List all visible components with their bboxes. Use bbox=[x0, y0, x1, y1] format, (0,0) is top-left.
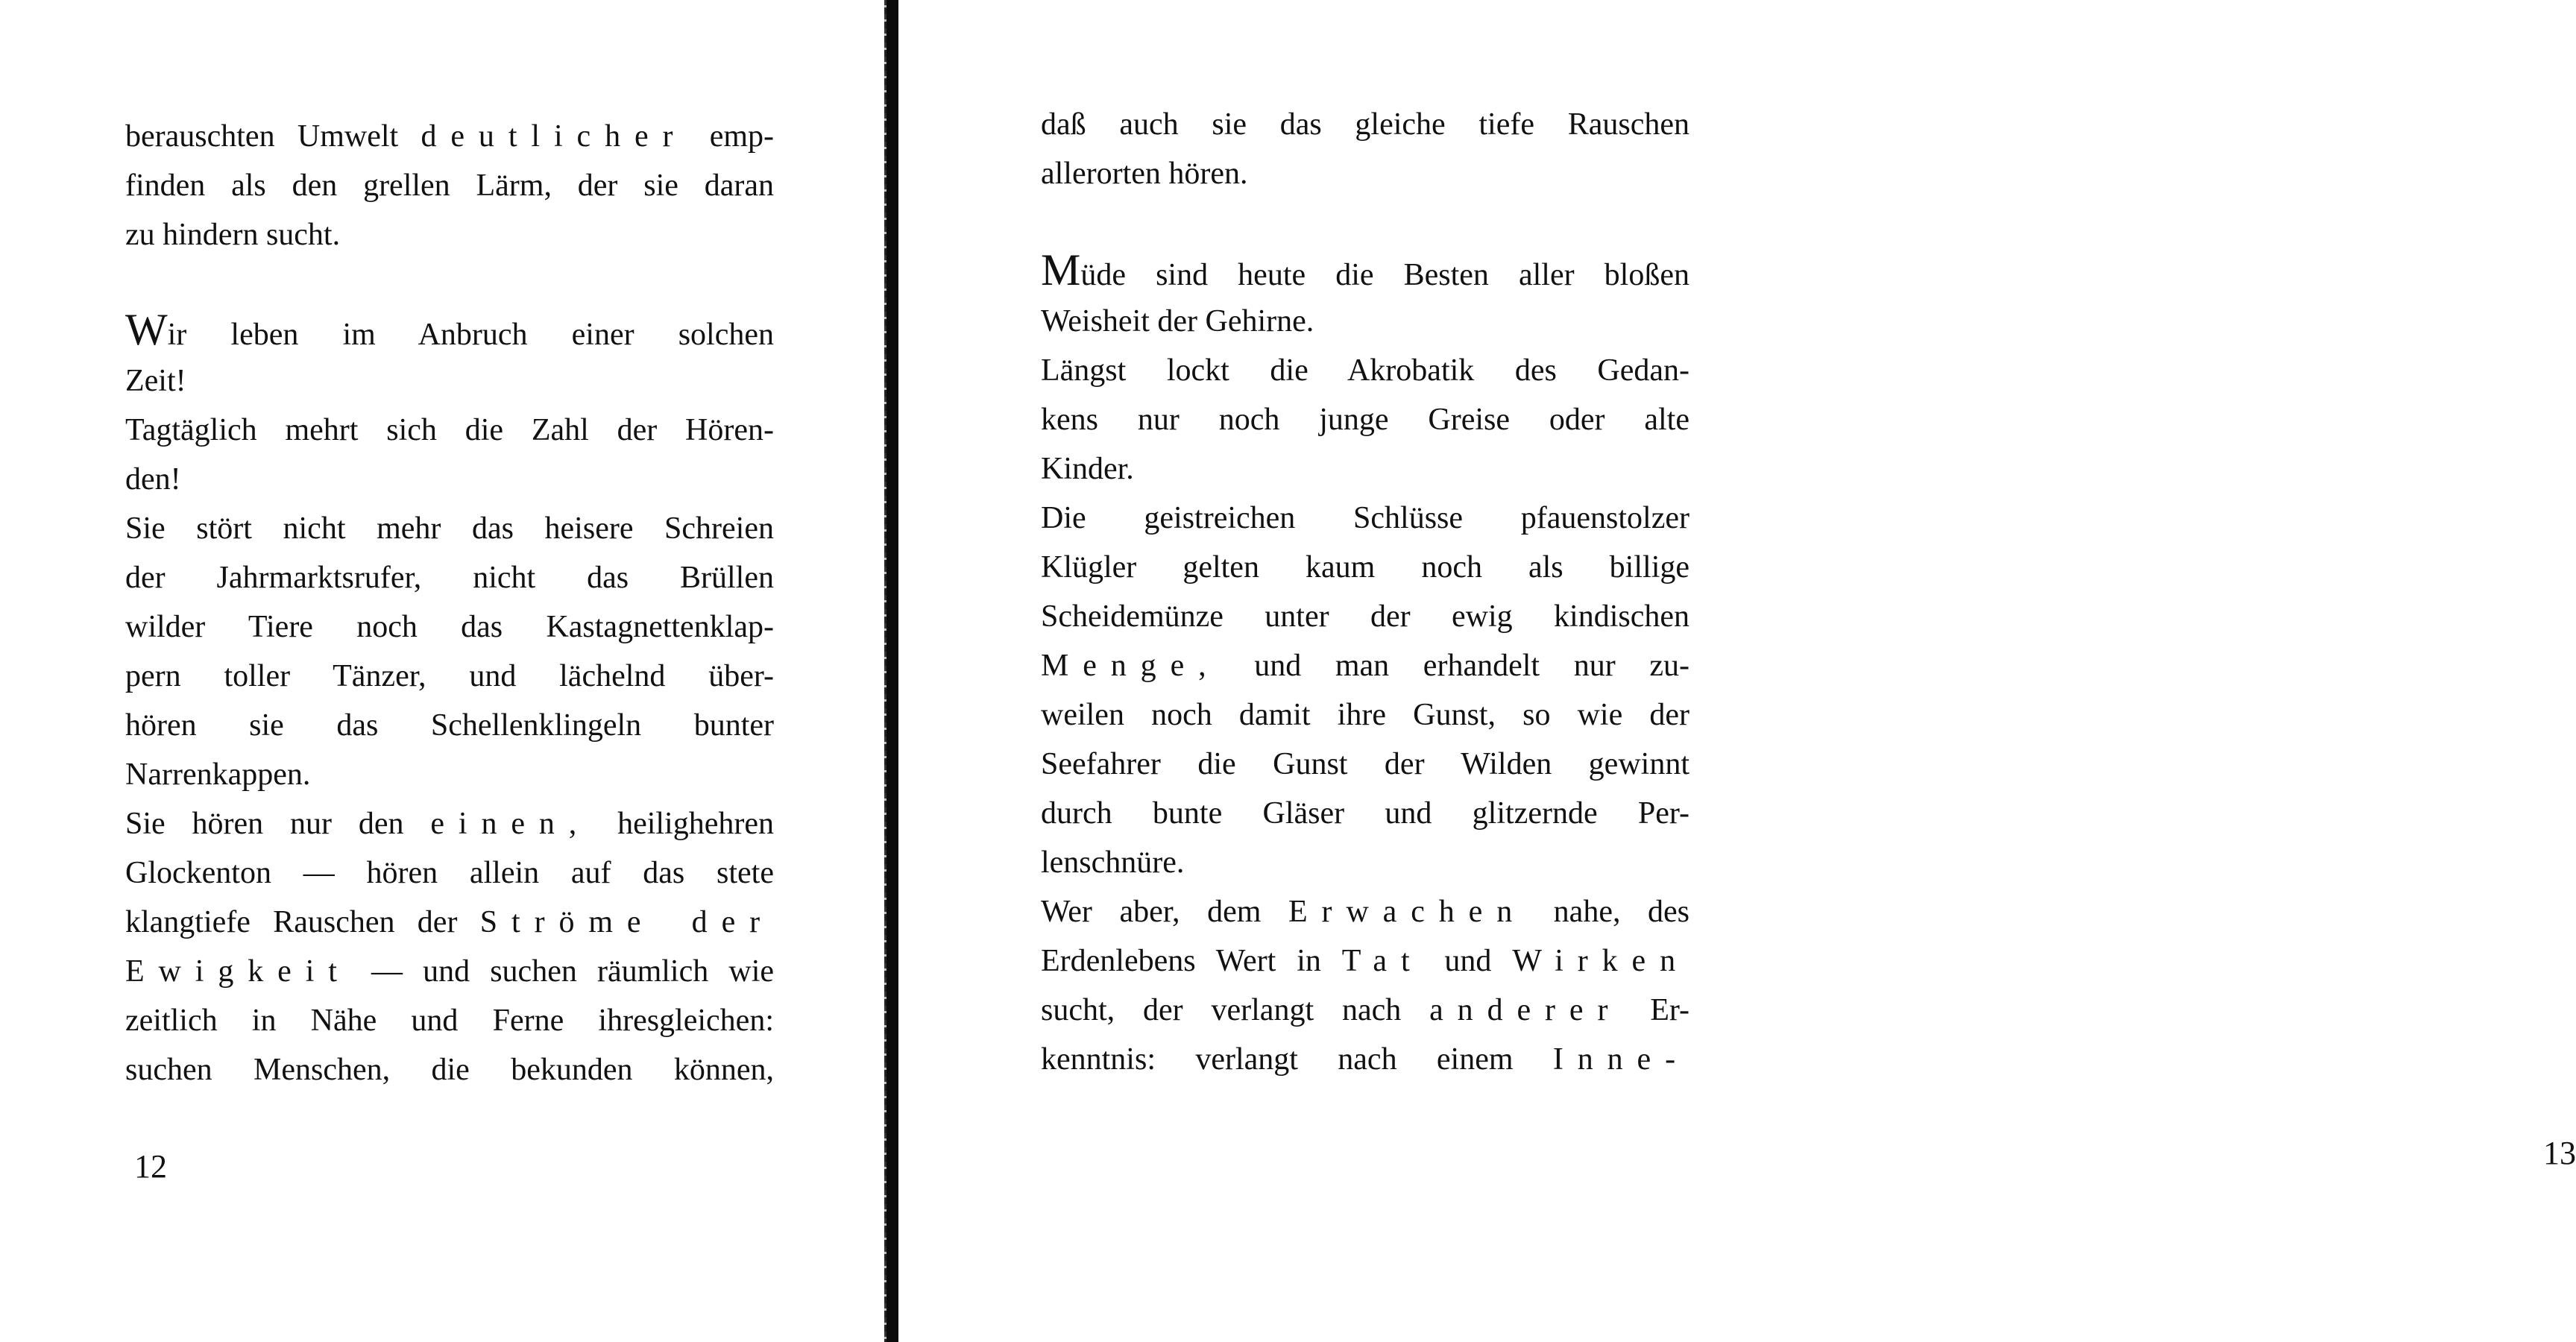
text-line: allerorten hören. bbox=[1041, 157, 1248, 191]
text-line: Kinder. bbox=[1041, 452, 1134, 486]
right-page bbox=[902, 0, 2576, 1342]
text-line: kenntnis: verlangt nach einem Inne- bbox=[1041, 1042, 1689, 1077]
text-line: hören sie das Schellenklingeln bunter bbox=[125, 708, 774, 743]
text-line: Ewigkeit — und suchen räumlich wie bbox=[125, 954, 775, 989]
text-line: kens nur noch junge Greise oder alte bbox=[1041, 403, 1689, 437]
text-line: Narrenkappen. bbox=[125, 757, 311, 792]
text-line: Weisheit der Gehirne. bbox=[1041, 304, 1314, 338]
left-page bbox=[0, 0, 880, 1342]
text-line: Wer aber, dem Erwachen nahe, des bbox=[1041, 895, 1690, 929]
text-line: berauschten Umwelt deutlicher emp- bbox=[125, 119, 774, 154]
text-line: Längst lockt die Akrobatik des Gedan- bbox=[1041, 353, 1689, 388]
text-line: durch bunte Gläser und glitzernde Per- bbox=[1041, 796, 1689, 831]
text-line: Scheidemünze unter der ewig kindischen bbox=[1041, 599, 1689, 634]
text-line: lenschnüre. bbox=[1041, 845, 1185, 880]
text-line: Seefahrer die Gunst der Wilden gewinnt bbox=[1041, 747, 1689, 781]
text-line: Glockenton — hören allein auf das stete bbox=[125, 856, 774, 890]
drop-cap: M bbox=[1041, 245, 1081, 294]
text-line: daß auch sie das gleiche tiefe Rauschen bbox=[1041, 107, 1689, 142]
text-line: Menge, und man erhandelt nur zu- bbox=[1041, 649, 1689, 683]
page-number: 13 bbox=[2543, 1135, 2576, 1171]
text-line: Zeit! bbox=[125, 364, 186, 398]
text-line: wilder Tiere noch das Kastagnettenklap- bbox=[125, 610, 774, 644]
text-line: Sie hören nur den einen, heilighehren bbox=[125, 807, 774, 841]
text-line: den! bbox=[125, 462, 181, 497]
text-line: pern toller Tänzer, und lächelnd über- bbox=[125, 659, 774, 693]
text-line: der Jahrmarktsrufer, nicht das Brüllen bbox=[125, 561, 774, 595]
text-line: Wir leben im Anbruch einer solchen bbox=[125, 305, 774, 354]
drop-cap: W bbox=[125, 305, 168, 354]
text-line: Müde sind heute die Besten aller bloßen bbox=[1041, 245, 1689, 294]
text-line: klangtiefe Rauschen der Ströme der bbox=[125, 905, 775, 939]
text-line: zu hindern sucht. bbox=[125, 218, 341, 252]
text-line: Die geistreichen Schlüsse pfauenstolzer bbox=[1041, 501, 1689, 535]
text-line: Klügler gelten kaum noch als billige bbox=[1041, 550, 1689, 585]
text-line: suchen Menschen, die bekunden können, bbox=[125, 1053, 774, 1087]
text-line: weilen noch damit ihre Gunst, so wie der bbox=[1041, 698, 1689, 732]
text-line: zeitlich in Nähe und Ferne ihresgleichen: bbox=[125, 1004, 774, 1038]
text-line: sucht, der verlangt nach anderer Er- bbox=[1041, 993, 1690, 1027]
text-line: Tagtäglich mehrt sich die Zahl der Hören- bbox=[125, 413, 774, 447]
text-line: Erdenlebens Wert in Tat und Wirken bbox=[1041, 944, 1689, 978]
text-line: Sie stört nicht mehr das heisere Schreien bbox=[125, 511, 774, 546]
page-number: 12 bbox=[134, 1148, 167, 1185]
text-line: finden als den grellen Lärm, der sie daran bbox=[125, 168, 774, 203]
book-gutter bbox=[887, 0, 898, 1342]
